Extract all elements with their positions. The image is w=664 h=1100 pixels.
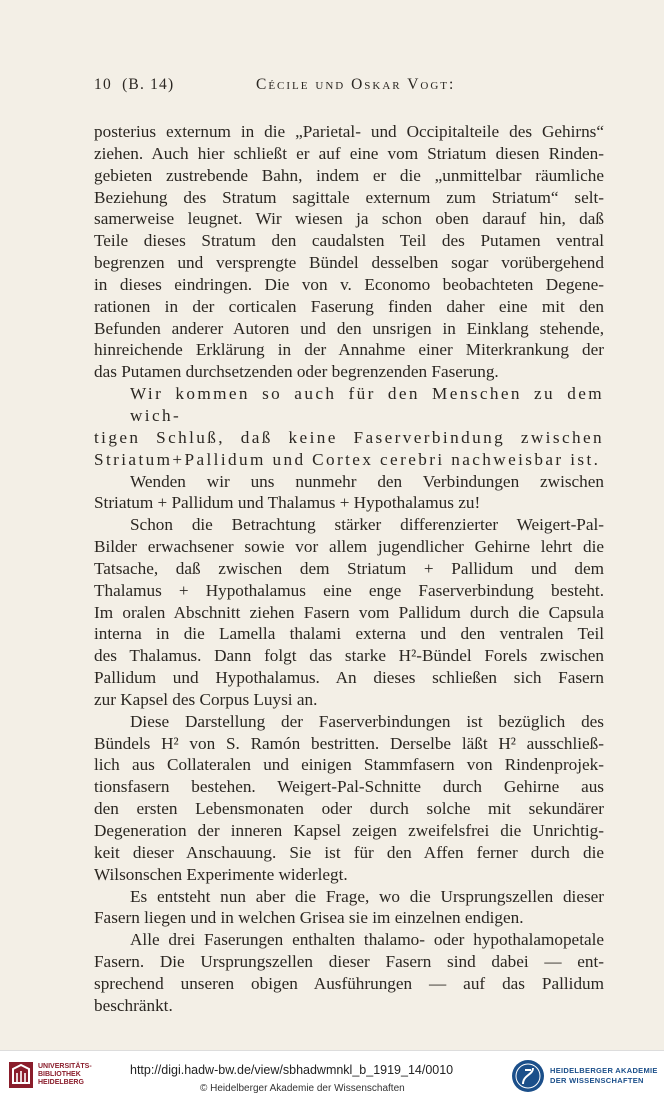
section-ref: (B. 14) <box>122 76 175 93</box>
paragraph <box>94 121 604 383</box>
text-line: hinreichende Erklärung in der Annahme einer Miterkrankung der <box>94 340 604 360</box>
uni-line-2: BIBLIOTHEK <box>38 1071 81 1078</box>
text-line: tigen Schluß, daß keine Faserverbindung zwischen <box>94 427 604 447</box>
text-line: Fasern liegen und in welchen Grisea sie im einzelnen endigen. <box>94 908 524 928</box>
uni-line-3: HEIDELBERG <box>38 1079 84 1086</box>
text-line: Fasern. Die Ursprungszellen dieser Fasern sind dabei — ent- <box>94 952 604 972</box>
text-line: zur Kapsel des Corpus Luysi an. <box>94 689 318 709</box>
text-line: sprechend unseren obigen Ausführungen — auf das Pallidum <box>94 973 604 993</box>
text-line: Es entsteht nun aber die Frage, wo die Ursprungszellen dieser <box>130 886 604 906</box>
academy-seal-icon <box>511 1059 545 1093</box>
copyright-notice: © Heidelberger Akademie der Wissenschaften <box>200 1083 405 1094</box>
text-line: rationen in der corticalen Faserung finden daher eine mit den <box>94 296 604 316</box>
text-line: lich aus Collateralen und einigen Stammfasern von Rindenprojek- <box>94 755 604 775</box>
text-line: Alle drei Faserungen enthalten thalamo- oder hypothalamopetale <box>130 930 604 950</box>
paragraph <box>94 471 604 515</box>
text-line: gebieten zustrebende Bahn, indem er die „unmittelbar räumliche <box>94 165 604 185</box>
text-line: Pallidum und Hypothalamus. An dieses schließen sich Fasern <box>94 668 604 688</box>
text-line: samerweise leugnet. Wir wiesen ja schon oben darauf hin, daß <box>94 209 604 229</box>
text-line: in dieses eindringen. Die von v. Economo beobachteten Degene- <box>94 274 604 294</box>
text-line: Striatum + Pallidum und Thalamus + Hypothalamus zu! <box>94 493 481 513</box>
running-title: Cécile und Oskar Vogt: <box>256 76 456 93</box>
page-number <box>94 76 174 94</box>
text-line: des Thalamus. Dann folgt das starke H²-Bündel Forels zwischen <box>94 646 604 666</box>
text-line: Diese Darstellung der Faserverbindungen ist bezüglich des <box>130 711 604 731</box>
university-library-logo-icon <box>8 1061 34 1089</box>
text-line: Bündels H² von S. Ramón bestritten. Derselbe läßt H² ausschließ- <box>94 733 604 753</box>
text-line: Bilder erwachsener sowie vor allem jugendlicher Gehirne lehrt die <box>94 537 604 557</box>
body-text <box>94 121 604 1017</box>
source-url-link[interactable]: http://digi.hadw-bw.de/view/sbhadwmnkl_b_1919_14/0010 <box>130 1063 454 1077</box>
paragraph <box>94 711 604 886</box>
text-line: den ersten Lebensmonaten oder durch solche mit sekundärer <box>94 799 604 819</box>
uni-line-1: UNIVERSITÄTS- <box>38 1063 92 1070</box>
paragraph <box>94 514 604 711</box>
academy-line-2: DER WISSENSCHAFTEN <box>550 1076 644 1085</box>
text-line: Wilsonschen Experimente widerlegt. <box>94 864 348 884</box>
paragraph <box>94 383 604 470</box>
text-line: Beziehung des Stratum sagittale externum zum Striatum“ selt- <box>94 187 604 207</box>
text-line: das Putamen durchsetzenden oder begrenzenden Faserung. <box>94 362 499 382</box>
text-line: ziehen. Auch hier schließt er auf eine vom Striatum diesen Rinden- <box>94 143 604 163</box>
page-number-value: 10 <box>94 76 112 93</box>
university-library-label <box>38 1063 108 1087</box>
text-line: Thalamus + Hypothalamus eine enge Faserverbindung besteht. <box>94 580 604 600</box>
text-line: keit dieser Anschauung. Sie ist für den Affen ferner durch die <box>94 842 604 862</box>
text-line: begrenzen und versprengte Bündel desselben sogar vorübergehend <box>94 253 604 273</box>
text-line: tionsfasern bestehen. Weigert-Pal-Schnitte durch Gehirne aus <box>94 777 604 797</box>
text-line: posterius externum in die „Parietal- und Occipitalteile des Gehirns“ <box>94 122 604 141</box>
text-line: Teile dieses Stratum den caudalsten Teil des Putamen ventral <box>94 231 604 251</box>
text-line: Tatsache, daß zwischen dem Striatum + Pallidum und dem <box>94 558 604 578</box>
text-line: Befunden anderer Autoren und den unsrigen in Einklang stehende, <box>94 318 604 338</box>
text-line: Im oralen Abschnitt ziehen Fasern vom Pallidum durch die Capsula <box>94 602 604 622</box>
academy-label <box>550 1066 664 1086</box>
text-line: Wir kommen so auch für den Menschen zu dem wich- <box>130 384 604 425</box>
text-line: Striatum+Pallidum und Cortex cerebri nachweisbar ist. <box>94 449 601 469</box>
text-line: Wenden wir uns nunmehr den Verbindungen zwischen <box>130 471 604 491</box>
paragraph <box>94 929 604 1016</box>
running-header <box>94 76 606 98</box>
text-line: Degeneration der inneren Kapsel zeigen zweifelsfrei die Unrichtig- <box>94 821 604 840</box>
footer-bar <box>0 1050 664 1100</box>
text-line: beschränkt. <box>94 995 173 1015</box>
text-line: Schon die Betrachtung stärker differenzierter Weigert-Pal- <box>130 515 604 535</box>
text-line: interna in die Lamella thalami externa und den ventralen Teil <box>94 624 604 644</box>
paragraph <box>94 886 604 930</box>
academy-line-1: HEIDELBERGER AKADEMIE <box>550 1066 658 1075</box>
